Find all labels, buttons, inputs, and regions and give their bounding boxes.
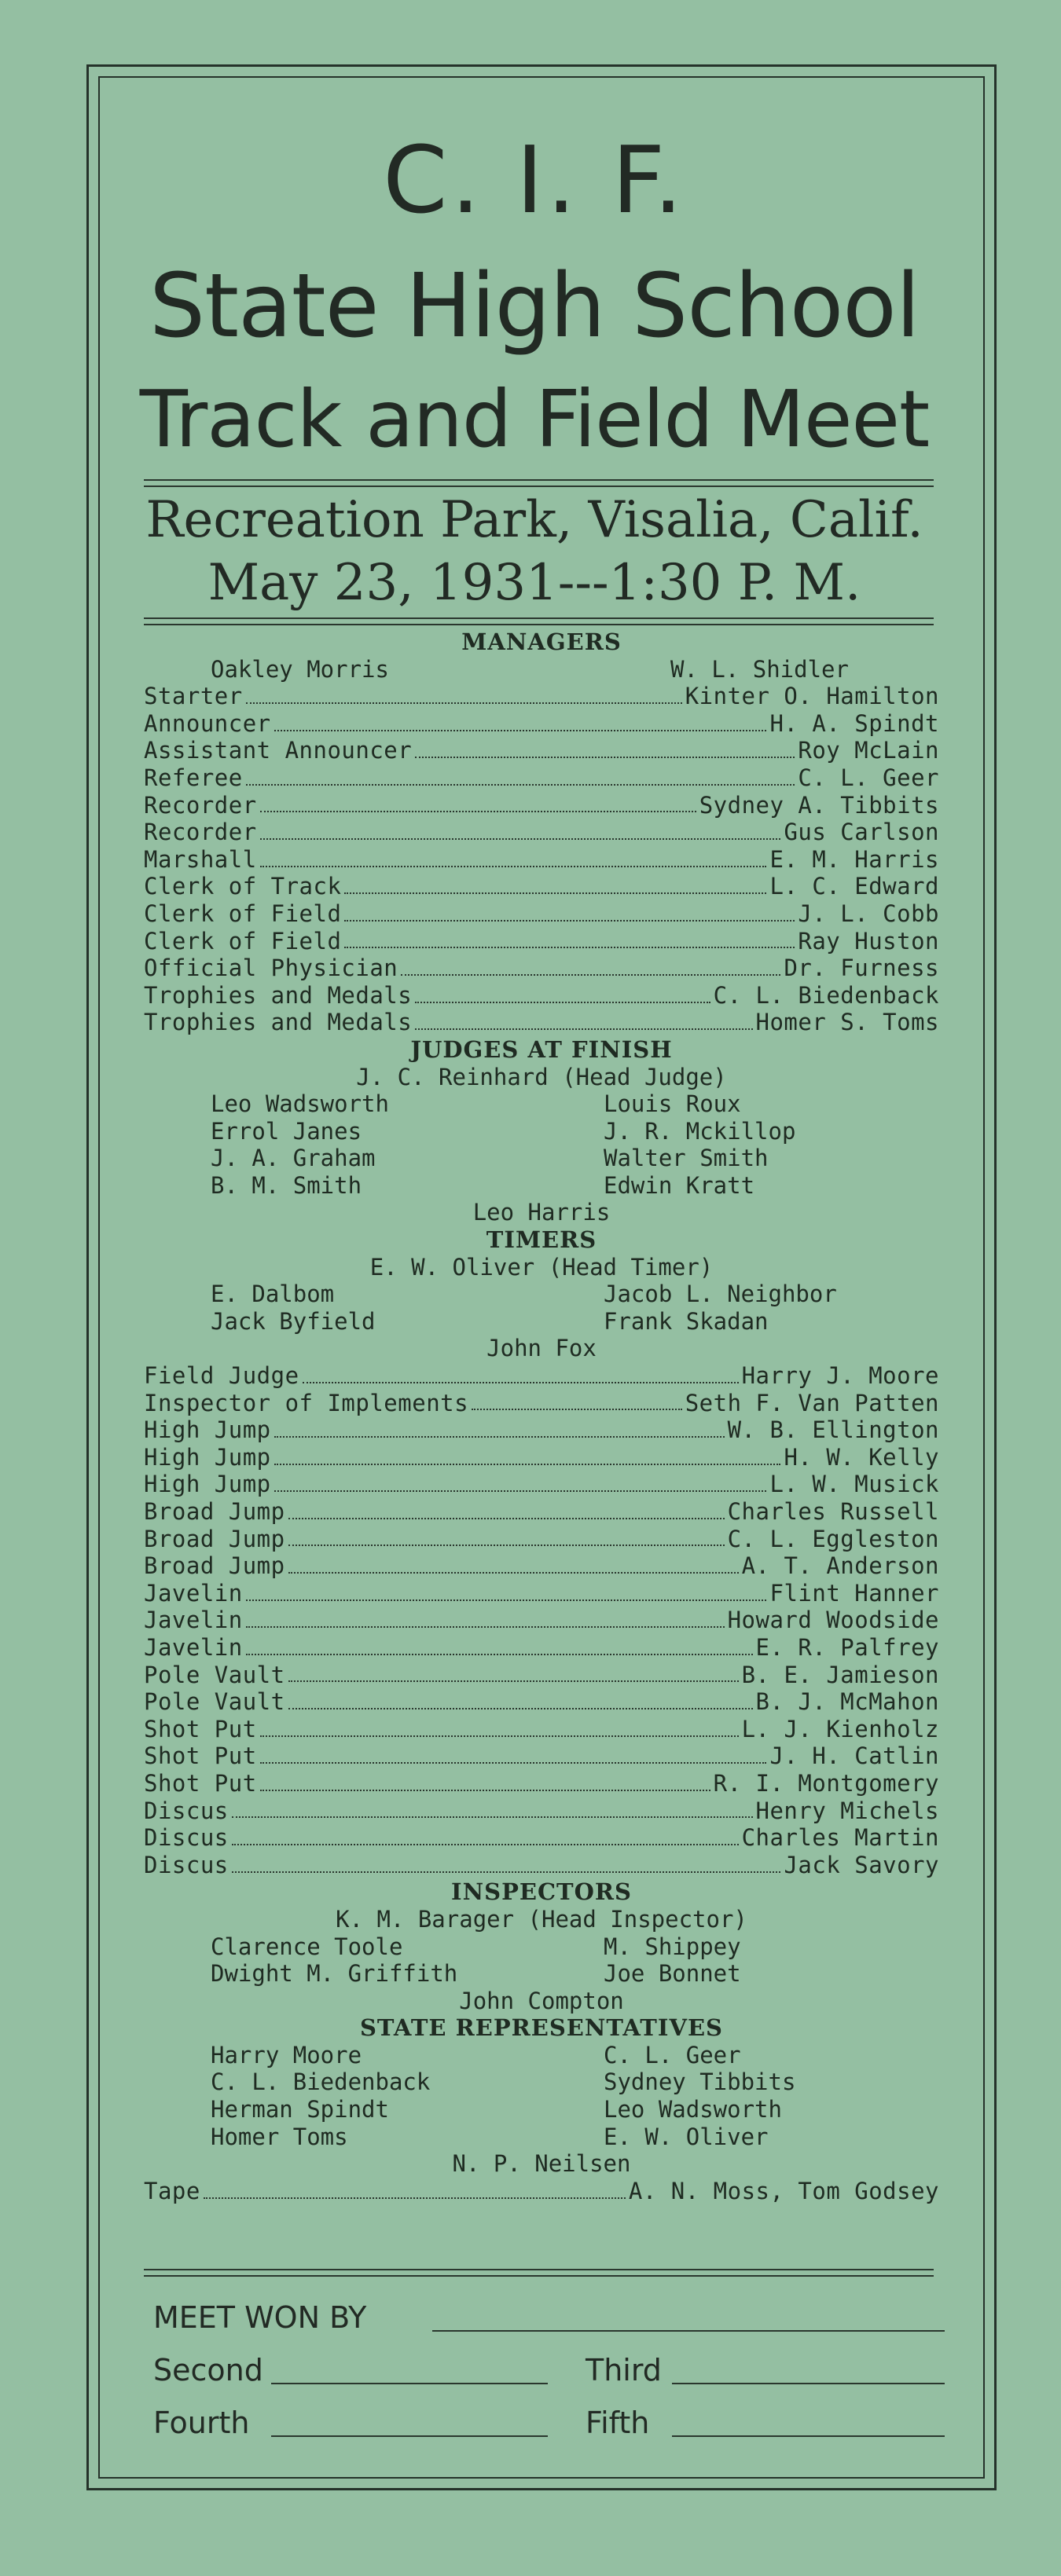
official-row xyxy=(144,1444,939,1471)
row-label: Discus xyxy=(144,1797,229,1824)
title-track-and-field: Track and Field Meet xyxy=(139,373,930,465)
divider xyxy=(144,479,934,481)
row-label: Inspector of Implements xyxy=(144,1389,469,1416)
leader-dots xyxy=(246,1599,767,1601)
official-row xyxy=(144,1580,939,1607)
inspectors-heading: INSPECTORS xyxy=(451,1878,632,1906)
timers-heading: TIMERS xyxy=(486,1226,597,1254)
official-row xyxy=(144,1688,939,1716)
leader-dots xyxy=(232,1843,739,1845)
official-row xyxy=(144,1770,939,1797)
official-row xyxy=(144,1662,939,1689)
official-row xyxy=(144,1552,939,1580)
row-label: Announcer xyxy=(144,709,271,737)
row-label: Shot Put xyxy=(144,1715,257,1742)
row-label: Javelin xyxy=(144,1607,243,1634)
row-name: L. W. Musick xyxy=(769,1471,939,1498)
person-name: C. L. Biedenback xyxy=(211,2068,431,2096)
official-row xyxy=(144,982,939,1010)
row-name: C. L. Eggleston xyxy=(727,1525,939,1552)
name-pair-row xyxy=(144,2096,939,2123)
state-reps-heading: STATE REPRESENTATIVES xyxy=(359,2014,723,2042)
leader-dots xyxy=(232,1871,781,1873)
person-name: Leo Wadsworth xyxy=(604,2096,782,2123)
row-name: Ray Huston xyxy=(798,927,939,955)
name-pair-row xyxy=(144,2042,939,2069)
official-row xyxy=(144,1416,939,1444)
person-name: Edwin Kratt xyxy=(604,1171,755,1199)
name-pair-row xyxy=(144,2123,939,2151)
leader-dots xyxy=(344,919,795,922)
judge-last: Leo Harris xyxy=(472,1199,611,1226)
inspector-last: John Compton xyxy=(459,1987,624,2014)
row-name: H. A. Spindt xyxy=(769,709,939,737)
person-name: Homer Toms xyxy=(211,2123,348,2150)
row-name: A. T. Anderson xyxy=(741,1552,939,1580)
leader-dots xyxy=(303,1381,739,1383)
judges-list xyxy=(144,1090,939,1199)
row-label: Discus xyxy=(144,1851,229,1878)
row-name: Henry Michels xyxy=(755,1797,939,1824)
divider xyxy=(144,617,934,619)
row-label: Shot Put xyxy=(144,1769,257,1797)
leader-dots xyxy=(415,756,795,758)
name-pair-row xyxy=(144,1960,939,1988)
head-judge: J. C. Reinhard (Head Judge) xyxy=(356,1063,727,1090)
row-label: Shot Put xyxy=(144,1742,257,1770)
row-label: Field Judge xyxy=(144,1362,299,1390)
official-row xyxy=(144,737,939,764)
row-name: Charles Russell xyxy=(727,1498,939,1525)
row-name: J. L. Cobb xyxy=(798,900,939,927)
person-name: Louis Roux xyxy=(604,1090,741,1118)
leader-dots xyxy=(288,1707,753,1709)
divider xyxy=(144,624,934,625)
row-name: L. J. Kienholz xyxy=(741,1715,939,1742)
leader-dots xyxy=(344,892,766,894)
leader-dots xyxy=(288,1680,739,1682)
divider xyxy=(144,486,934,487)
fifth-field[interactable] xyxy=(672,2435,945,2437)
row-label: Trophies and Medals xyxy=(144,981,413,1009)
row-label: Broad Jump xyxy=(144,1525,285,1552)
timer-last: John Fox xyxy=(486,1335,597,1362)
leader-dots xyxy=(415,1028,752,1030)
managers-heading: MANAGERS xyxy=(461,628,622,655)
venue: Recreation Park, Visalia, Calif. xyxy=(145,491,923,549)
row-label: Broad Jump xyxy=(144,1498,285,1525)
person-name: B. M. Smith xyxy=(211,1171,362,1199)
row-name: E. M. Harris xyxy=(769,845,939,873)
head-timer: E. W. Oliver (Head Timer) xyxy=(369,1253,714,1281)
third-field[interactable] xyxy=(672,2383,945,2384)
row-name: Flint Hanner xyxy=(769,1579,939,1607)
leader-dots xyxy=(260,837,781,840)
person-name: Frank Skadan xyxy=(604,1307,769,1335)
person-name: Leo Wadsworth xyxy=(211,1090,389,1118)
official-row xyxy=(144,1634,939,1662)
managers-row xyxy=(144,656,939,683)
row-label: Clerk of Track xyxy=(144,873,342,900)
field-officials-list xyxy=(144,1362,939,1878)
person-name: Walter Smith xyxy=(604,1145,769,1172)
row-name: Harry J. Moore xyxy=(741,1362,939,1390)
manager-name: Oakley Morris xyxy=(211,655,389,683)
leader-dots xyxy=(204,2197,626,2199)
leader-dots xyxy=(288,1544,725,1546)
person-name: Herman Spindt xyxy=(211,2096,389,2123)
leader-dots xyxy=(274,1435,725,1438)
leader-dots xyxy=(246,702,682,704)
official-row xyxy=(144,1390,939,1417)
row-name: C. L. Biedenback xyxy=(713,981,939,1009)
person-name: C. L. Geer xyxy=(604,2041,741,2068)
person-name: Harry Moore xyxy=(211,2041,362,2068)
meet-date: May 23, 1931---1:30 P. M. xyxy=(207,554,861,612)
official-row xyxy=(144,710,939,738)
leader-dots xyxy=(344,946,795,948)
official-row xyxy=(144,683,939,710)
row-label: Pole Vault xyxy=(144,1688,285,1716)
title-state-high-school: State High School xyxy=(149,255,920,357)
official-row xyxy=(144,792,939,819)
row-label: Discus xyxy=(144,1824,229,1852)
row-label: Assistant Announcer xyxy=(144,737,413,764)
official-row xyxy=(144,1471,939,1498)
meet-won-by-field[interactable] xyxy=(432,2330,945,2332)
program-body xyxy=(144,628,939,2204)
name-pair-row xyxy=(144,1145,939,1172)
leader-dots xyxy=(260,865,767,867)
row-name: W. B. Ellington xyxy=(727,1416,939,1444)
manager-name: W. L. Shidler xyxy=(670,655,849,683)
leader-dots xyxy=(246,783,795,786)
leader-dots xyxy=(260,1789,710,1791)
name-pair-row xyxy=(144,1281,939,1308)
name-pair-row xyxy=(144,1933,939,1961)
meet-won-by-label: MEET WON BY xyxy=(153,2300,367,2335)
row-label: Clerk of Field xyxy=(144,927,342,955)
person-name: E. Dalbom xyxy=(211,1281,335,1308)
divider xyxy=(144,2275,934,2277)
official-row xyxy=(144,1716,939,1743)
state-reps-list xyxy=(144,2042,939,2150)
person-name: J. A. Graham xyxy=(211,1145,376,1172)
third-label: Third xyxy=(586,2353,662,2387)
leader-dots xyxy=(246,1653,753,1655)
row-label: Clerk of Field xyxy=(144,900,342,927)
leader-dots xyxy=(274,1463,781,1465)
timers-list xyxy=(144,1281,939,1335)
leader-dots xyxy=(274,729,767,731)
fourth-label: Fourth xyxy=(153,2406,250,2440)
row-label: Javelin xyxy=(144,1579,243,1607)
row-name: Gus Carlson xyxy=(784,819,939,846)
person-name: J. R. Mckillop xyxy=(604,1117,796,1145)
leader-dots xyxy=(260,810,696,812)
official-row xyxy=(144,819,939,846)
row-label: Pole Vault xyxy=(144,1661,285,1688)
name-pair-row xyxy=(144,1308,939,1336)
fifth-label: Fifth xyxy=(586,2406,650,2440)
official-row xyxy=(144,846,939,874)
row-label: High Jump xyxy=(144,1416,271,1444)
official-row xyxy=(144,955,939,982)
row-name: H. W. Kelly xyxy=(784,1443,939,1471)
name-pair-row xyxy=(144,2068,939,2096)
row-name: A. N. Moss, Tom Godsey xyxy=(628,2177,939,2204)
official-row xyxy=(144,928,939,955)
title-cif: C. I. F. xyxy=(383,126,686,234)
leader-dots xyxy=(288,1571,739,1574)
row-name: Roy McLain xyxy=(798,737,939,764)
row-name: Charles Martin xyxy=(741,1824,939,1852)
row-name: Sydney A. Tibbits xyxy=(699,791,939,819)
official-row xyxy=(144,1824,939,1852)
row-name: Kinter O. Hamilton xyxy=(685,683,939,710)
row-label: High Jump xyxy=(144,1471,271,1498)
row-name: E. R. Palfrey xyxy=(755,1633,939,1661)
name-pair-row xyxy=(144,1090,939,1118)
row-label: Recorder xyxy=(144,791,257,819)
head-inspector: K. M. Barager (Head Inspector) xyxy=(336,1905,747,1933)
inspectors-list xyxy=(144,1933,939,1988)
official-row xyxy=(144,1852,939,1879)
state-rep-last: N. P. Neilsen xyxy=(452,2150,631,2178)
leader-dots xyxy=(401,973,780,976)
row-label: Recorder xyxy=(144,819,257,846)
row-name: Howard Woodside xyxy=(727,1607,939,1634)
row-name: J. H. Catlin xyxy=(769,1742,939,1770)
judges-heading: JUDGES AT FINISH xyxy=(410,1035,673,1063)
name-pair-row xyxy=(144,1118,939,1145)
divider xyxy=(144,2269,934,2270)
row-name: Dr. Furness xyxy=(784,955,939,982)
leader-dots xyxy=(274,1490,767,1492)
official-row xyxy=(144,764,939,792)
row-name: Homer S. Toms xyxy=(755,1009,939,1036)
person-name: E. W. Oliver xyxy=(604,2123,769,2150)
official-row xyxy=(144,1009,939,1036)
row-name: Seth F. Van Patten xyxy=(685,1389,939,1416)
row-label: Trophies and Medals xyxy=(144,1009,413,1036)
official-row xyxy=(144,1742,939,1770)
row-name: B. J. McMahon xyxy=(755,1688,939,1716)
tape-row xyxy=(144,2178,939,2205)
row-label: Referee xyxy=(144,764,243,791)
row-name: Jack Savory xyxy=(784,1851,939,1878)
official-row xyxy=(144,1498,939,1526)
person-name: Dwight M. Griffith xyxy=(211,1960,458,1988)
person-name: Clarence Toole xyxy=(211,1933,403,1960)
row-name: C. L. Geer xyxy=(798,764,939,791)
row-label: Tape xyxy=(144,2177,200,2204)
row-name: L. C. Edward xyxy=(769,873,939,900)
name-pair-row xyxy=(144,1172,939,1200)
row-name: B. E. Jamieson xyxy=(741,1661,939,1688)
official-row xyxy=(144,900,939,928)
official-row xyxy=(144,873,939,900)
row-label: High Jump xyxy=(144,1443,271,1471)
row-label: Official Physician xyxy=(144,955,398,982)
leader-dots xyxy=(246,1625,725,1628)
official-row xyxy=(144,1362,939,1390)
leader-dots xyxy=(260,1761,767,1764)
person-name: M. Shippey xyxy=(604,1933,741,1960)
official-row xyxy=(144,1797,939,1825)
official-row xyxy=(144,1607,939,1634)
leader-dots xyxy=(288,1517,725,1519)
leader-dots xyxy=(232,1816,753,1818)
person-name: Sydney Tibbits xyxy=(604,2068,796,2096)
fourth-field[interactable] xyxy=(271,2435,548,2437)
row-label: Marshall xyxy=(144,845,257,873)
row-label: Javelin xyxy=(144,1633,243,1661)
row-label: Broad Jump xyxy=(144,1552,285,1580)
person-name: Jacob L. Neighbor xyxy=(604,1281,837,1308)
row-name: R. I. Montgomery xyxy=(713,1769,939,1797)
person-name: Errol Janes xyxy=(211,1117,362,1145)
leader-dots xyxy=(472,1408,682,1410)
row-label: Starter xyxy=(144,683,243,710)
officials-list xyxy=(144,683,939,1036)
leader-dots xyxy=(260,1735,739,1737)
person-name: Jack Byfield xyxy=(211,1307,376,1335)
second-field[interactable] xyxy=(271,2383,548,2384)
leader-dots xyxy=(415,1001,710,1003)
official-row xyxy=(144,1526,939,1553)
second-label: Second xyxy=(153,2353,263,2387)
person-name: Joe Bonnet xyxy=(604,1960,741,1988)
